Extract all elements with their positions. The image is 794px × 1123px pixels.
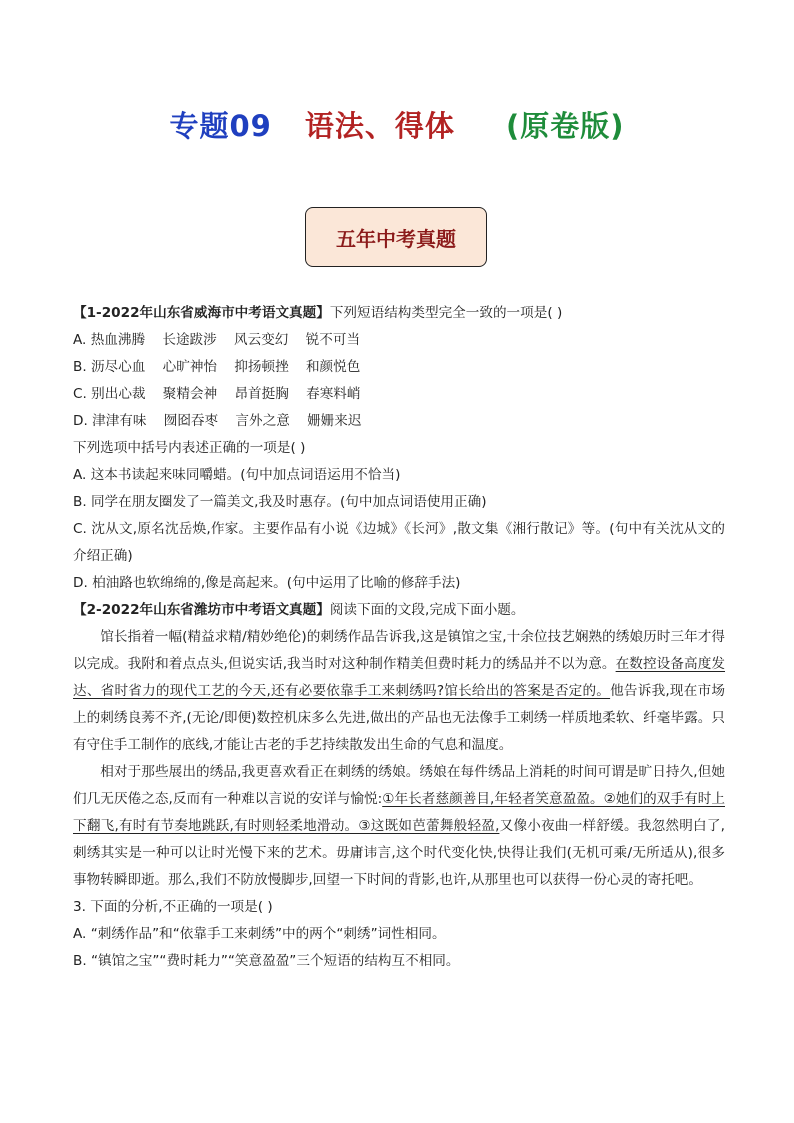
- question-1-option-b: B. 沥尽心血 心旷神怡 抑扬顿挫 和颜悦色: [73, 359, 361, 375]
- question-1-source: 【1-2022年山东省威海市中考语文真题】: [73, 305, 330, 321]
- question-1-header: [73, 300, 725, 327]
- question-1-option-d: D. 津津有味 囫囵吞枣 言外之意 姗姗来迟: [73, 413, 362, 429]
- question-3-source: 【2-2022年山东省潍坊市中考语文真题】: [73, 602, 330, 618]
- sub-question-3-option-b: B. “镇馆之宝”“费时耗力”“笑意盈盈”三个短语的结构互不相同。: [73, 953, 460, 969]
- question-3-header: [73, 597, 725, 624]
- paragraph-2-text-b: 又像小夜曲一样舒缓。我忽然明白了,刺绣其实是一种可以让时光慢下来的艺术。毋庸讳言,这个时代变化快,快得让我们(无机可乘/无所适从),很多事物转瞬即逝。那么,我们不防放慢脚步,回望一下时间的背影,也许,从那里也可以获得一份心灵的寄托吧。: [73, 818, 725, 888]
- question-1-option-a: A. 热血沸腾 长途跋涉 风云变幻 锐不可当: [73, 332, 361, 348]
- reading-paragraph-1: [73, 624, 725, 759]
- paragraph-1-underlined: 在数控设备高度发达、省时省力的现代工艺的今天,还有必要依靠手工来刺绣吗?馆长给出的答案是否定的。: [73, 656, 726, 699]
- question-1-stem: 下列短语结构类型完全一致的一项是( ): [329, 305, 563, 321]
- question-2-option-d: D. 柏油路也软绵绵的,像是高起来。(句中运用了比喻的修辞手法): [73, 575, 461, 591]
- question-2-option-c: C. 沈从文,原名沈岳焕,作家。主要作品有小说《边城》《长河》,散文集《湘行散记》等。(句中有关沈从文的介绍正确): [73, 521, 725, 564]
- paragraph-2-text-a: 相对于那些展出的绣品,我更喜欢看正在刺绣的绣娘。绣娘在每件绣品上消耗的时间可谓是旷日持久,但她们几无厌倦之态,反而有一种难以言说的安详与愉悦:: [73, 764, 725, 807]
- sub-question-3-stem: 3. 下面的分析,不正确的一项是( ): [73, 899, 273, 915]
- document-body: [73, 300, 725, 975]
- question-2-stem: 下列选项中括号内表述正确的一项是( ): [73, 440, 306, 456]
- sub-question-3-option-a: A. “刺绣作品”和“依靠手工来刺绣”中的两个“刺绣”词性相同。: [73, 926, 446, 942]
- section-heading-box: 五年中考真题: [305, 207, 487, 267]
- question-2-option-a: A. 这本书读起来味同嚼蜡。(句中加点词语运用不恰当): [73, 467, 401, 483]
- question-2-option-b: B. 同学在朋友圈发了一篇美文,我及时惠存。(句中加点词语使用正确): [73, 494, 487, 510]
- page-title: [0, 104, 794, 145]
- title-topic-number: 专题09: [169, 109, 272, 143]
- title-topic-name: 语法、得体: [304, 109, 455, 143]
- paragraph-1-text-a: 馆长指着一幅(精益求精/精妙绝伦)的刺绣作品告诉我,这是镇馆之宝,十余位技艺娴熟的绣娘历时三年才得以完成。我附和着点点头,但说实话,我当时对这种制作精美但费时耗力的绣品并不以为意。: [73, 629, 725, 672]
- paragraph-1-text-b: 他告诉我,现在市场上的刺绣良莠不齐,(无论/即便)数控机床多么先进,做出的产品也无法像手工刺绣一样质地柔软、纤毫毕露。只有守住手工制作的底线,才能让古老的手艺持续散发出生命的气息和温度。: [73, 683, 725, 753]
- reading-paragraph-2: [73, 759, 725, 894]
- question-1-option-c: C. 别出心裁 聚精会神 昂首挺胸 春寒料峭: [73, 386, 361, 402]
- paragraph-2-underlined: ①年长者慈颜善目,年轻者笑意盈盈。②她们的双手有时上下翻飞,有时有节奏地跳跃,有时则轻柔地滑动。③这既如芭蕾舞般轻盈,: [73, 791, 725, 834]
- title-version: (原卷版): [506, 109, 625, 143]
- question-3-intro: 阅读下面的文段,完成下面小题。: [329, 602, 525, 618]
